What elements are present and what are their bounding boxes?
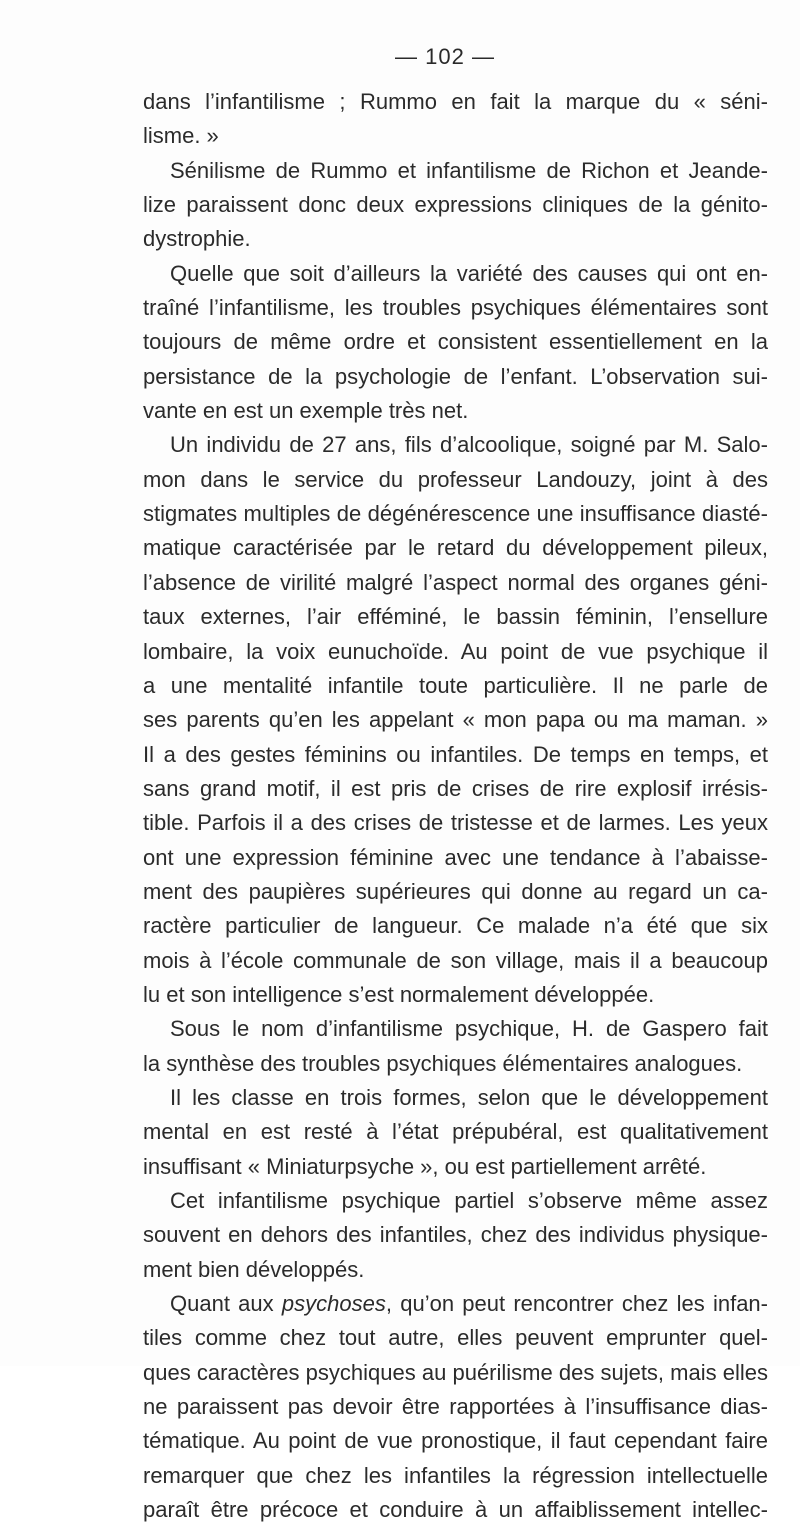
italic-word: psychoses [281,1291,386,1317]
text-line: lu et son intelligence s’est normalement développée. [143,981,655,1007]
text-line: paraît être précoce et conduire à un affaiblissement intellec- [143,1497,768,1523]
text-line: Sous le nom d’infantilisme psychique, H. de Gaspero fait [170,1016,768,1042]
page-number: — 102 — [395,44,495,69]
text-line: tiles comme chez tout autre, elles peuvent emprunter quel- [143,1325,768,1351]
text-line: lize paraissent donc deux expressions cliniques de la génito- [143,192,768,218]
text-line: ont une expression féminine avec une tendance à l’abaisse- [143,844,768,870]
text-line: Sénilisme de Rummo et infantilisme de Richon et Jeande- [170,157,768,183]
text-line: ment des paupières supérieures qui donne au regard un ca- [143,878,768,904]
text-line: souvent en dehors des infantiles, chez des individus physique- [143,1222,768,1248]
text-fragment: Quant aux [170,1291,282,1317]
text-line: toujours de même ordre et consistent essentiellement en la [143,329,768,355]
text-line: matique caractérisée par le retard du développement pileux, [143,535,768,561]
text-line: Il a des gestes féminins ou infantiles. De temps en temps, et [143,741,768,767]
text-line: mois à l’école communale de son village, mais il a beaucoup [143,947,768,973]
text-line [143,1287,768,1321]
text-line: remarquer que chez les infantiles la régression intellectuelle [143,1462,768,1488]
text-line: tématique. Au point de vue pronostique, il faut cependant faire [143,1428,768,1454]
text-line: vante en est un exemple très net. [143,398,469,424]
text-line: ques caractères psychiques au puérilisme des sujets, mais elles [143,1359,768,1385]
text-line: ractère particulier de langueur. Ce malade n’a été que six [143,913,768,939]
text-line: Quelle que soit d’ailleurs la variété des causes qui ont en- [170,260,768,286]
text-line: dystrophie. [143,226,251,252]
text-line: sans grand motif, il est pris de crises de rire explosif irrésis- [143,775,768,801]
text-line: l’absence de virilité malgré l’aspect normal des organes géni- [143,569,768,595]
text-line: taux externes, l’air efféminé, le bassin féminin, l’ensellure [143,604,768,630]
text-line: dans l’infantilisme ; Rummo en fait la marque du « séni- [143,89,768,114]
text-fragment: , qu’on peut rencontrer chez les infan- [385,1291,768,1317]
text-line: insuffisant « Miniaturpsyche », ou est partiellement arrêté. [143,1153,707,1179]
text-line: stigmates multiples de dégénérescence une insuffisance diasté- [143,501,768,527]
text-line: persistance de la psychologie de l’enfant. L’observation sui- [143,363,768,389]
text-line: Un individu de 27 ans, fils d’alcoolique, soigné par M. Salo- [170,432,768,458]
text-line: lisme. » [143,123,219,149]
text-line: a une mentalité infantile toute particulière. Il ne parle de [143,672,768,698]
text-line: Cet infantilisme psychique partiel s’observe même assez [170,1188,768,1213]
text-line: lombaire, la voix eunuchoïde. Au point de vue psychique il [143,638,768,664]
text-line: mon dans le service du professeur Landouzy, joint à des [143,466,768,492]
text-line: ne paraissent pas devoir être rapportées à l’insuffisance dias- [143,1394,768,1420]
text-line: Il les classe en trois formes, selon que le développement [170,1084,768,1110]
text-line: ment bien développés. [143,1256,365,1282]
text-line: mental en est resté à l’état prépubéral, est qualitativement [143,1119,768,1145]
text-line: tible. Parfois il a des crises de tristesse et de larmes. Les yeux [143,810,768,836]
text-line: traîné l’infantilisme, les troubles psychiques élémentaires sont [143,295,768,321]
text-line: la synthèse des troubles psychiques élémentaires analogues. [143,1050,743,1076]
body-text [143,85,768,1527]
text-line: ses parents qu’en les appelant « mon papa ou ma maman. » [143,707,768,733]
